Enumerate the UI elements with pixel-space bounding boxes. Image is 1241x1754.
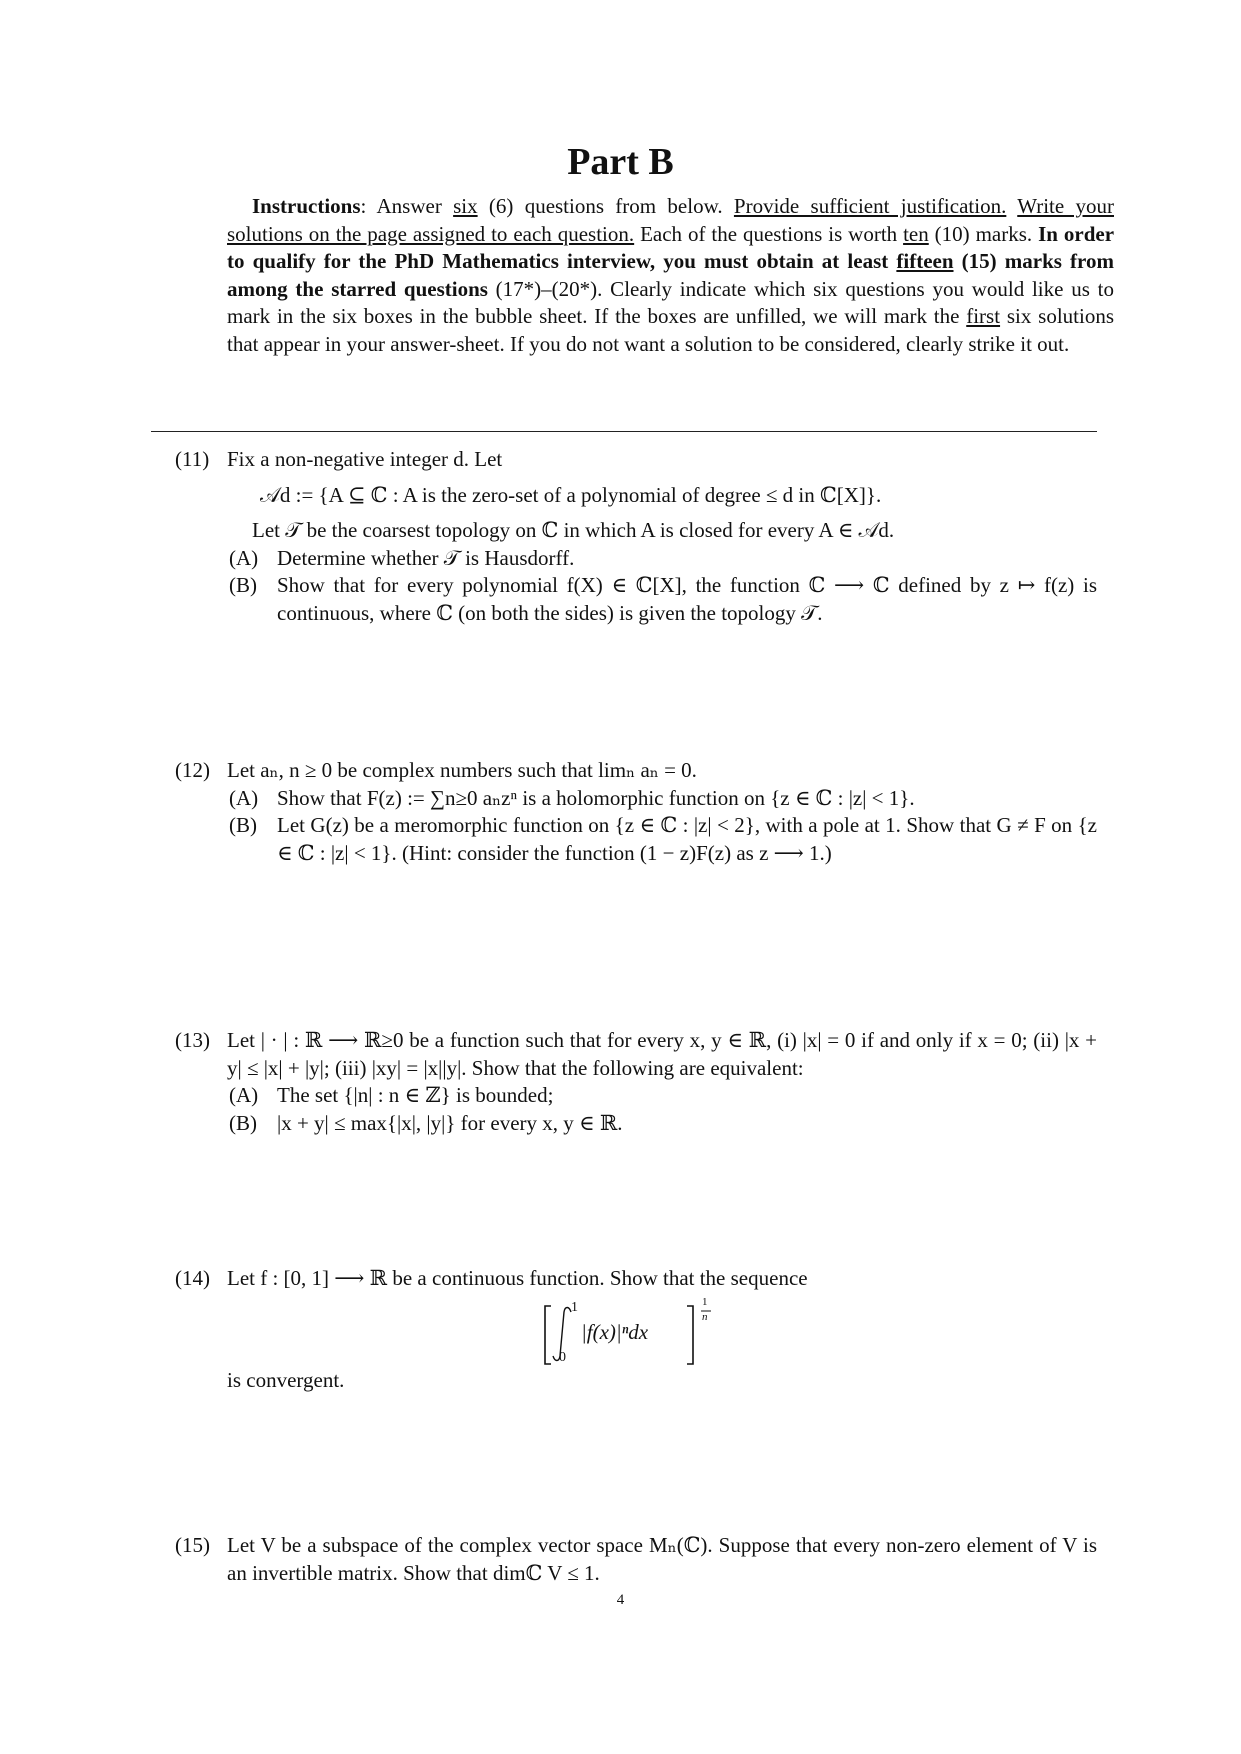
page-number: 4 [616,1592,625,1608]
question-number: (15) [175,1533,210,1557]
instructions-paragraph [227,193,1114,358]
instructions-text: (6) questions from below. [477,194,734,218]
part-text: Show that for every polynomial f(X) ∈ ℂ[X], the function ℂ ⟶ ℂ defined by z ↦ f(z) is continuous, where ℂ (on both the sides) is given the topology 𝒯. [277,573,1097,625]
question-11 [175,446,1097,627]
question-13 [175,1027,1097,1137]
question-number: (11) [175,447,210,471]
integral-expression [541,1298,721,1370]
first-underlined: first [966,304,1001,328]
question-intro: Let f : [0, 1] ⟶ ℝ be a continuous function. Show that the sequence [227,1266,808,1290]
question-continuation: is convergent. [227,1368,345,1392]
part-label: (A) [229,545,259,570]
part-label: (A) [229,785,259,810]
question-part [227,1110,1097,1138]
question-part [227,572,1097,627]
part-label: (B) [229,1110,257,1135]
instructions-text: Clearly indicate which six questions you would like us to mark in the six boxes in the bubble sheet. If the boxes are unfilled, we will mark the [227,276,1115,328]
qualify-bold: In order to qualify for the PhD Mathematics interview, you must obtain at least [227,221,1115,273]
part-label: (B) [229,813,257,837]
instructions-text [1006,194,1017,218]
integral-lower-limit: 0 [559,1350,566,1365]
question-part [227,1082,1097,1110]
instructions-text: : Answer [360,194,454,218]
question-number: (13) [175,1028,210,1052]
integrand: |f(x)|ⁿdx [581,1320,649,1344]
question-intro: Let | · | : ℝ ⟶ ℝ≥0 be a function such that for every x, y ∈ ℝ, (i) |x| = 0 if and only if x = 0; (ii) |x + y| ≤ |x| + |y|; (iii) |xy| = |x||y|. Show that the following are equivalent: [227,1028,1097,1080]
part-text: Let G(z) be a meromorphic function on {z ∈ ℂ : |z| < 2}, with a pole at 1. Show that G ≠ F on {z ∈ ℂ : |z| < 1}. (Hint: consider the function (1 − z)F(z) as z ⟶ 1.) [277,813,1097,865]
question-intro: Let aₙ, n ≥ 0 be complex numbers such that limₙ aₙ = 0. [227,758,697,782]
question-continuation: Let 𝒯 be the coarsest topology on ℂ in which A is closed for every A ∈ 𝒜d. [252,518,895,542]
question-part [227,545,1097,573]
fifteen-underlined: fifteen [896,249,954,273]
instructions-text: six solutions that appear in your answer-sheet. If you do not want a solution to be considered, clearly strike it out. [227,304,1115,356]
six-underlined: six [453,194,478,218]
instructions-text: (10) marks. [928,221,1039,246]
question-15 [175,1532,1097,1587]
instructions-label: Instructions [252,194,361,218]
part-text: Determine whether 𝒯 is Hausdorff. [277,545,575,570]
qualify-bold: (15) marks from among the starred questions [227,249,1114,301]
left-bracket [545,1306,551,1364]
question-part [227,812,1097,867]
question-number: (12) [175,758,210,782]
part-text: Show that F(z) := ∑n≥0 aₙzⁿ is a holomorphic function on {z ∈ ℂ : |z| < 1}. [277,785,915,810]
instructions-text: Each of the questions is worth [634,221,904,246]
integral-upper-limit: 1 [571,1300,578,1315]
question-14 [175,1265,1097,1293]
display-equation: 𝒜d := {A ⊆ ℂ : A is the zero-set of a polynomial of degree ≤ d in ℂ[X]}. [260,482,882,507]
part-label: (B) [229,573,257,597]
ten-underlined: ten [903,221,929,246]
write-underlined: Write your solutions on the page assigned to each question. [227,194,1114,246]
right-bracket [687,1306,693,1364]
section-divider [151,431,1097,432]
part-text: The set {|n| : n ∈ ℤ} is bounded; [277,1083,554,1107]
question-intro: Fix a non-negative integer d. Let [227,447,503,471]
justification-underlined: Provide sufficient justification. [733,194,1007,218]
exponent-numerator: 1 [702,1296,708,1308]
part-text: |x + y| ≤ max{|x|, |y|} for every x, y ∈ ℝ. [277,1110,623,1135]
question-intro: Let V be a subspace of the complex vector space Mₙ(ℂ). Suppose that every non-zero element of V is an invertible matrix. Show that dimℂ V ≤ 1. [227,1533,1097,1585]
question-part [227,785,1097,813]
exponent-denominator: n [702,1311,708,1323]
part-label: (A) [229,1083,259,1107]
question-12 [175,757,1097,867]
page-title: Part B [567,141,674,183]
question-number: (14) [175,1266,210,1290]
question-14-closing [175,1367,1097,1395]
starred-range: (17*)–(20*). [487,276,603,301]
